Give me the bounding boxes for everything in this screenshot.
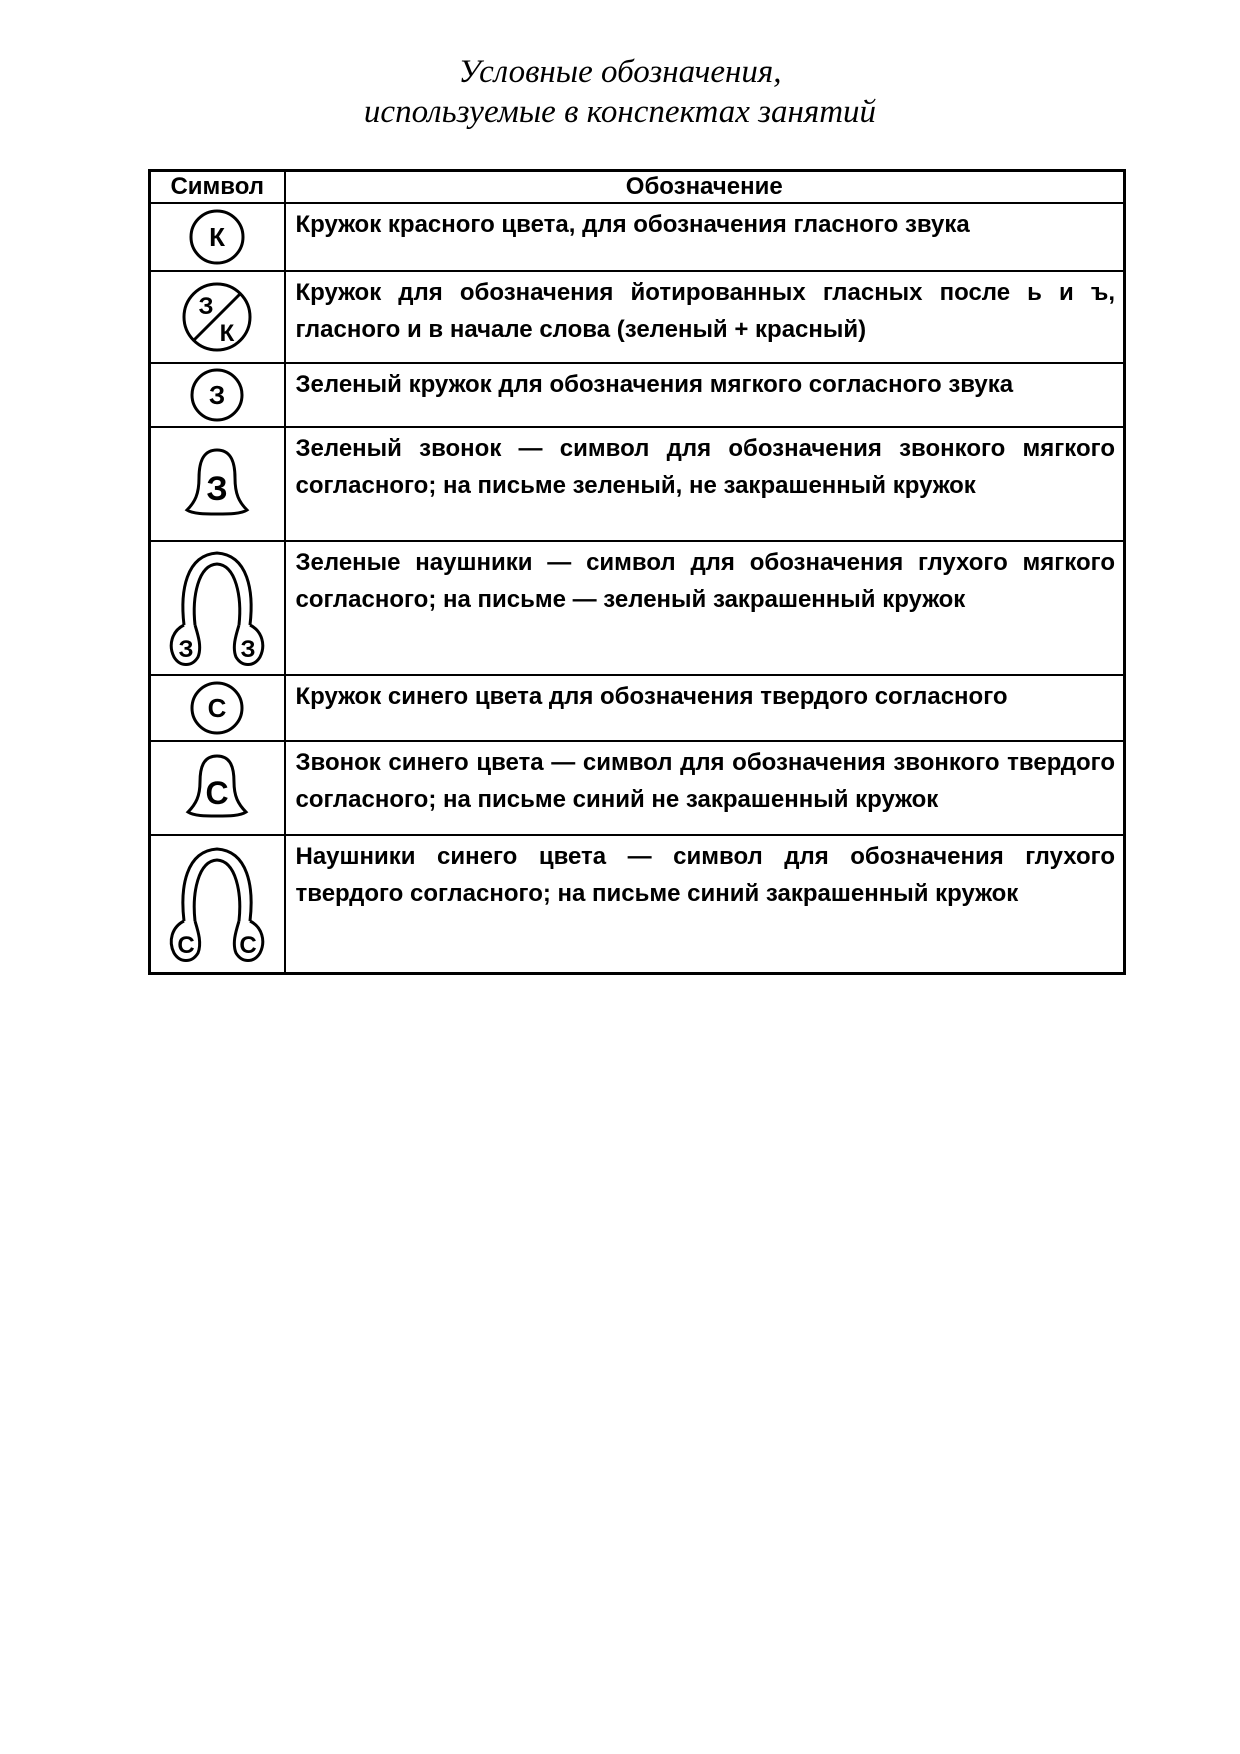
headphones-s-icon [162, 841, 272, 967]
symbol-cell [150, 541, 285, 675]
row-text: Зеленые наушники — символ для обозначения глухого мягкого согласного; на письме — зеленый закрашенный кружок [295, 549, 1115, 613]
symbol-letter-left: С [177, 931, 195, 959]
title-line-2: используемые в конспектах занятий [363, 94, 877, 130]
table-row [150, 271, 1125, 363]
description-cell [285, 363, 1125, 427]
circle-split-zk-icon [179, 279, 255, 355]
header-meaning: Обозначение [285, 171, 1125, 204]
symbol-cell [150, 835, 285, 973]
legend-table [148, 169, 1126, 975]
bell-s-icon [177, 750, 257, 826]
symbol-cell [150, 741, 285, 835]
description-cell [285, 835, 1125, 973]
table-row [150, 427, 1125, 541]
symbol-cell [150, 271, 285, 363]
row-text: Зеленый звонок — символ для обозначения звонкого мягкого согласного; на письме зеленый, не закрашенный кружок [295, 435, 1115, 499]
description-cell [285, 203, 1125, 271]
page-title [0, 52, 1240, 132]
symbol-letter: З [206, 470, 228, 508]
table-row [150, 675, 1125, 741]
table-row [150, 203, 1125, 271]
symbol-cell [150, 203, 285, 271]
row-text: Звонок синего цвета — символ для обозначения звонкого твердого согласного; на письме синий не закрашенный кружок [295, 749, 1115, 813]
symbol-letter-bottom: К [219, 320, 235, 347]
description-cell [285, 271, 1125, 363]
circle-z-icon [187, 365, 247, 425]
description-cell [285, 675, 1125, 741]
symbol-letter: З [209, 380, 226, 410]
symbol-letter: К [209, 222, 226, 252]
headphones-z-icon [162, 545, 272, 671]
symbol-letter-left: З [178, 636, 194, 663]
row-text: Кружок для обозначения йотированных гласных после ь и ъ, гласного и в начале слова (зеленый + красный) [295, 279, 1115, 343]
row-text: Зеленый кружок для обозначения мягкого согласного звука [295, 371, 1014, 398]
row-text: Кружок синего цвета для обозначения твердого согласного [295, 683, 1008, 710]
symbol-letter-top: З [198, 293, 214, 320]
symbol-cell [150, 363, 285, 427]
description-cell [285, 541, 1125, 675]
header-symbol: Символ [150, 171, 285, 204]
row-text: Наушники синего цвета — символ для обозначения глухого твердого согласного; на письме синий закрашенный кружок [295, 843, 1115, 907]
description-cell [285, 741, 1125, 835]
symbol-letter-right: З [240, 636, 256, 663]
symbol-letter-right: С [239, 931, 257, 959]
table-header-row [150, 171, 1125, 204]
symbol-letter: С [205, 775, 229, 811]
row-text: Кружок красного цвета, для обозначения гласного звука [295, 211, 970, 238]
circle-k-icon [187, 207, 247, 267]
bell-z-icon [177, 444, 257, 524]
table-row [150, 835, 1125, 973]
table-row [150, 541, 1125, 675]
symbol-letter: С [207, 693, 227, 723]
description-cell [285, 427, 1125, 541]
table-row [150, 363, 1125, 427]
table-row [150, 741, 1125, 835]
circle-s-icon [187, 678, 247, 738]
symbol-cell [150, 675, 285, 741]
symbol-cell [150, 427, 285, 541]
title-line-1: Условные обозначения, [458, 54, 782, 90]
